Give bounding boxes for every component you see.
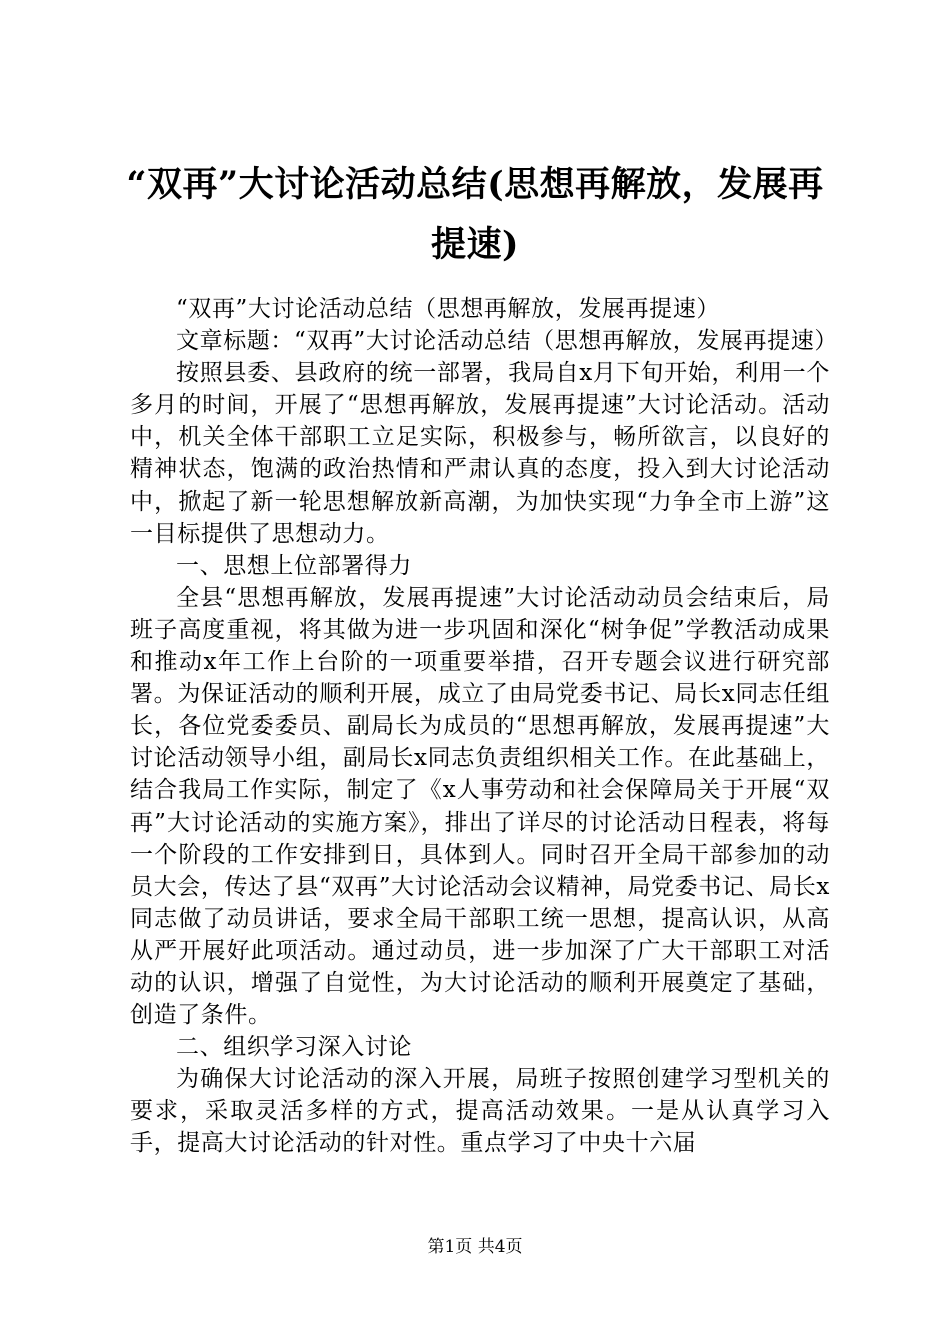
section-heading-2: 二、组织学习深入讨论 xyxy=(176,1034,412,1061)
paragraph-section-1: 全县“思想再解放，发展再提速”大讨论活动动员会结束后，局班子高度重视，将其做为进一步巩固和深化“树争促”学教活动成果和推动x年工作上台阶的一项重要举措，召开专题会议进行研究部署。为保证活动的顺利开展，成立了由局党委书记、局长x同志任组长，各位党委委员、副局长为成员的“思想再解放，发展再提速”大讨论活动领导小组，副局长x同志负责组织相关工作。在此基础上，结合我局工作实际，制定了《x人事劳动和社会保障局关于开展“双再”大讨论活动的实施方案》，排出了详尽的讨论活动日程表，将每一个阶段的工作安排到日，具体到人。同时召开全局干部参加的动员大会，传达了县“双再”大讨论活动会议精神，局党委书记、局长x同志做了动员讲话，要求全局干部职工统一思想，提高认识，从高从严开展好此项活动。通过动员，进一步加深了广大干部职工对活动的认识，增强了自觉性，为大讨论活动的顺利开展奠定了基础，创造了条件。 xyxy=(130,584,830,1029)
paragraph-intro: 按照县委、县政府的统一部署，我局自x月下旬开始，利用一个多月的时间，开展了“思想再解放，发展再提速”大讨论活动。活动中，机关全体干部职工立足实际，积极参与，畅所欲言，以良好的精神状态，饱满的政治热情和严肃认真的态度，投入到大讨论活动中，掀起了新一轮思想解放新高潮，为加快实现“力争全市上游”这一目标提供了思想动力。 xyxy=(130,360,830,547)
document-title: “双再”大讨论活动总结(思想再解放，发展再提速) xyxy=(126,164,824,265)
paragraph-title-repeat: “双再”大讨论活动总结（思想再解放，发展再提速） xyxy=(176,296,720,322)
document-body xyxy=(130,293,838,1160)
section-heading-1: 一、思想上位部署得力 xyxy=(176,552,412,579)
paragraph-article-title: 文章标题：“双再”大讨论活动总结（思想再解放，发展再提速） xyxy=(176,328,838,355)
page-footer: 第1页 共4页 xyxy=(427,1237,523,1257)
paragraph-section-2: 为确保大讨论活动的深入开展，局班子按照创建学习型机关的要求，采取灵活多样的方式，提高活动效果。一是从认真学习入手，提高大讨论活动的针对性。重点学习了中央十六届 xyxy=(130,1066,830,1157)
